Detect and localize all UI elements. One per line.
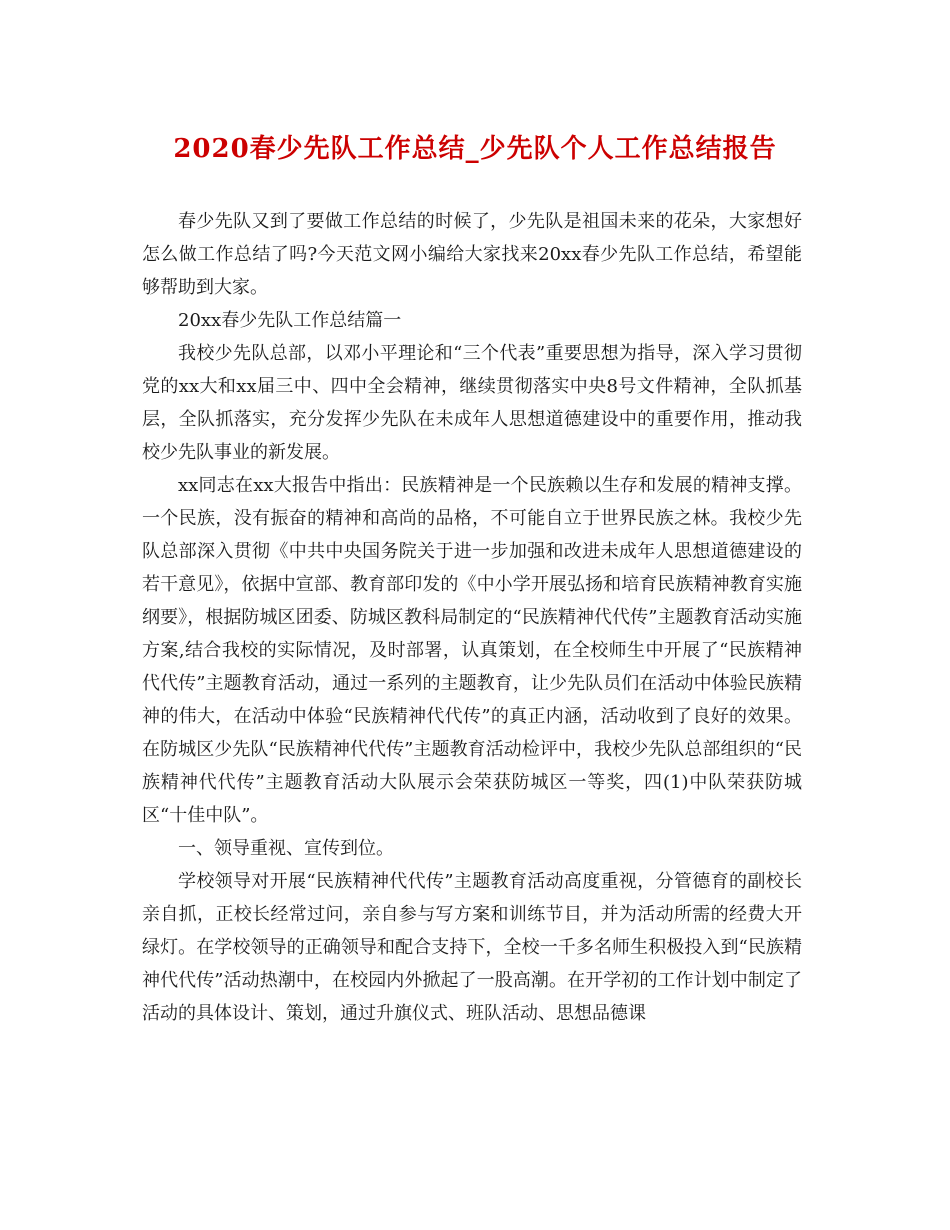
document-title: 2020春少先队工作总结_少先队个人工作总结报告: [173, 134, 777, 164]
paragraph-intro: 春少先队又到了要做工作总结的时候了，少先队是祖国未来的花朵，大家想好怎么做工作总结了吗?今天范文网小编给大家找来20xx春少先队工作总结，希望能够帮助到大家。: [142, 211, 802, 298]
paragraph-national-spirit: xx同志在xx大报告中指出：民族精神是一个民族赖以生存和发展的精神支撑。一个民族，没有振奋的精神和高尚的品格，不可能自立于世界民族之林。我校少先队总部深入贯彻《中共中央国务院关于进一步加强和改进未成年人思想道德建设的若干意见》，依据中宣部、教育部印发的《中小学开展弘扬和培育民族精神教育实施纲要》，根据防城区团委、防城区教科局制定的“民族精神代代传”主题教育活动实施方案,结合我校的实际情况，及时部署，认真策划，在全校师生中开展了“民族精神代代传”主题教育活动，通过一系列的主题教育，让少先队员们在活动中体验民族精神的伟大，在活动中体验“民族精神代代传”的真正内涵，活动收到了良好的效果。在防城区少先队“民族精神代代传”主题教育活动检评中，我校少先队总部组织的“民族精神代代传”主题教育活动大队展示会荣获防城区一等奖，四(1)中队荣获防城区“十佳中队”。: [142, 475, 802, 826]
section-heading-leadership: 一、领导重视、宣传到位。: [178, 838, 394, 859]
paragraph-guiding-thought: 我校少先队总部，以邓小平理论和“三个代表”重要思想为指导，深入学习贯彻党的xx大和xx届三中、四中全会精神，继续贯彻落实中央8号文件精神，全队抓基层，全队抓落实，充分发挥少先队在未成年人思想道德建设中的重要作用，推动我校少先队事业的新发展。: [142, 343, 802, 463]
document-body: [142, 205, 802, 1030]
paragraph-leadership: 学校领导对开展“民族精神代代传”主题教育活动高度重视，分管德育的副校长亲自抓，正校长经常过问，亲自参与写方案和训练节目，并为活动所需的经费大开绿灯。在学校领导的正确领导和配合支持下，全校一千多名师生积极投入到“民族精神代代传”活动热潮中，在校园内外掀起了一股高潮。在开学初的工作计划中制定了活动的具体设计、策划，通过升旗仪式、班队活动、思想品德课: [142, 871, 802, 1024]
section-heading-part-one: 20xx春少先队工作总结篇一: [178, 310, 402, 331]
